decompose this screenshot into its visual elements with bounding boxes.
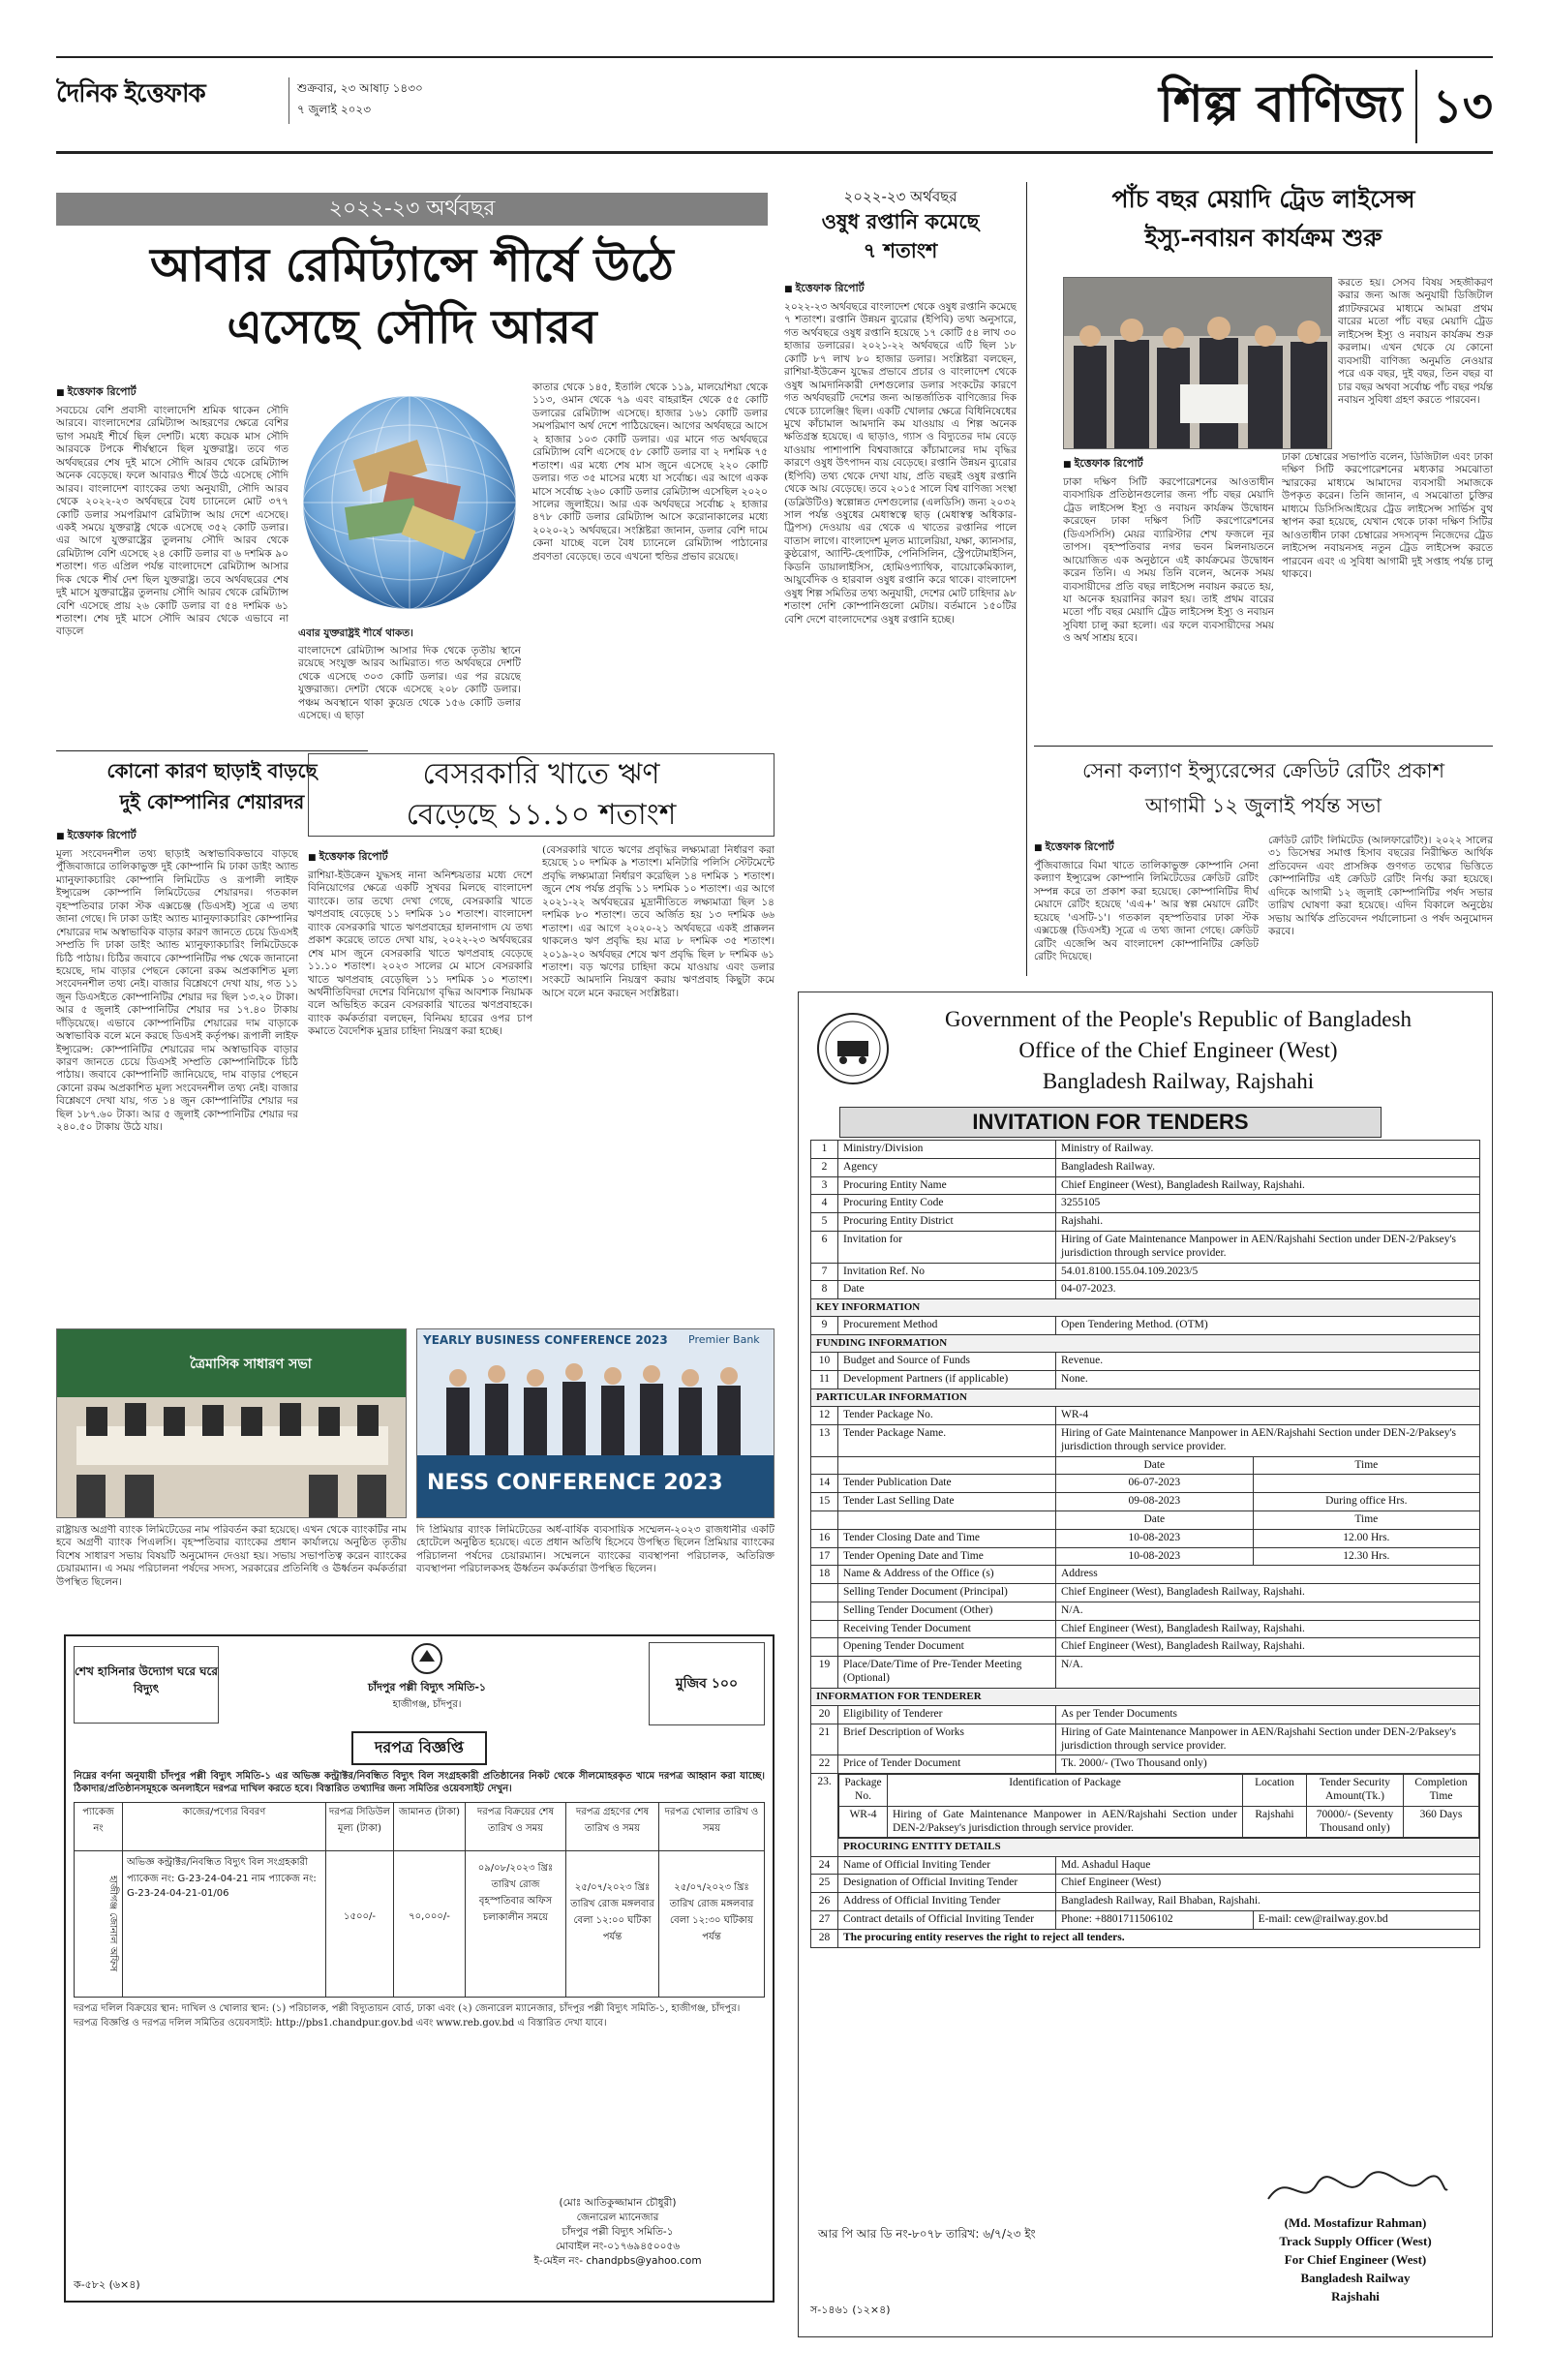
remittance-image-caption: এবার যুক্তরাষ্ট্রই শীর্ষে থাকত। <box>298 627 413 639</box>
licence-body-right: করতে হয়। সেসব বিষয় সহজীকরণ করার জন্য আজ অনুযায়ী ডিজিটাল প্ল্যাটফরমের মাধ্যমে আমরা প্রথম বারের মতো পাঁচ বছর মেয়াদি ট্রেড লাইসেন্স ইস্যু ও নবায়ন কার্যক্রম শুরু করলাম। এখন থেকে যে কোনো ব্যবসায়ী বাণিজ্য অনুমতি নেওয়ার পরে এক বছর, দুই বছর, তিন বছর বা চার বছর অথবা সর্বোচ্চ পাঁচ বছর পর্যন্ত নবায়ন সুবিধা গ্রহণ করতে পারবেন। <box>1338 277 1493 406</box>
tender-package-header: 23. Package No. Identification of Package Location Tender Security Amount(Tk.) Completion Time WR-4 Hiring of Gate Maintenance Manpower in AEN/Rajshahi Section under DEN-2/Paksey's jurisdiction through service provider. Rajshahi 70000/- (Seventy Thousand only) 360 Days <box>811 1774 1480 1839</box>
tender-row: 7 Invitation Ref. No 54.01.8100.155.04.109.2023/5 <box>811 1263 1480 1281</box>
remittance-col-3: কাতার থেকে ১৪৫, ইতালি থেকে ১১৯, মালয়েশিয়া থেকে ১১৩, ওমান থেকে ৭৯ এবং বাহরাইন থেকে ৫৫ কোটি ডলারের রেমিট্যান্স এসেছে। হাজার ১৬১ কোটি ডলার সমপরিমাণ অর্থ দেশে পাঠিয়েছেন। আগের অর্থবছরে আসে ২ হাজার ১০৩ কোটি ডলার। এর মানে গত অর্থবছরে রেমিট্যান্স বেশি এসেছে ৫৮ কোটি ডলার বা ২ দশমিক ৭৫ শতাংশ। এর মধ্যে শেষ মাস জুনে এসেছে ২২০ কোটি ডলার। গত ৩৫ মাসের মধ্যে যা সর্বোচ্চ। এর আগে একক মাসে সর্বোচ্চ ২৬০ কোটি ডলার রেমিট্যান্স এসেছিল ২০২০ সালের জুলাইয়ে। আর এক অর্থবছরে সর্বোচ্চ ২ হাজার ৪৭৮ কোটি ডলার রেমিট্যান্স আসে করোনাকালের মধ্যে ২০২০-২১ অর্থবছরে। সংশ্লিষ্টরা জানান, ডলার বেশি দামে কেনা যাচ্ছে বলে বৈধ চ্যানেলে রেমিট্যান্স পাঠানোর প্রবণতা বেড়েছে। তবে এখনো হুন্ডির প্রভাব রয়েছে। <box>532 381 768 563</box>
pbs-org-logo: চাঁদপুর পল্লী বিদ্যুৎ সমিতি-১ হাজীগঞ্জ, চাঁদপুর। <box>354 1642 500 1714</box>
tender-row: 9 Procurement Method Open Tendering Method. (OTM) <box>811 1317 1480 1335</box>
tender-row: 2 Agency Bangladesh Railway. <box>811 1158 1480 1176</box>
credit-col-2: (বেসরকারি খাতে ঋণের প্রবৃদ্ধির লক্ষ্যমাত্রা নির্ধারণ করা হয়েছে ১০ দশমিক ৯ শতাংশ। মনিটারি পলিসি স্টেটমেন্টে প্রবৃদ্ধি লক্ষ্যমাত্রা নির্ধারণ করেছিল ১৪ দশমিক ১ শতাংশ। জুনে শেষ পর্যন্ত প্রবৃদ্ধি ১১ দশমিক ১০ শতাংশ। এর আগে ২০২১-২২ অর্থবছরের মুদ্রানীতিতে লক্ষ্যমাত্রা ছিল ১৪ দশমিক ৮০ শতাংশ। তবে অর্জিত হয় ১৩ দশমিক ৬৬ শতাংশ। এর আগে ২০২০-২১ অর্থবছরে একই প্রাক্কলন থাকলেও ঋণ প্রবৃদ্ধি হয় মাত্র ৮ দশমিক ৩৫ শতাংশ। ২০১৯-২০ অর্থবছর শেষে ঋণ প্রবৃদ্ধি ছিল ৮ দশমিক ৬১ শতাংশ। বড় ঋণের চাহিদা কমে যাওয়ায় এবং ডলার সংকটে আমদানি নিয়ন্ত্রণ করায় ঋণপ্রবাহ কিছুটা কমে আসে বলে মনে করছেন সংশ্লিষ্টরা। <box>542 844 774 999</box>
remittance-globe-image <box>298 381 521 624</box>
agrani-bank-photo <box>56 1328 407 1518</box>
sena-col-2: ক্রেডিট রেটিং লিমিটেড (আলফারেটিং)। ২০২২ সালের ৩১ ডিসেম্বর সমাপ্ত হিসাব বছরের নিরীক্ষিত আর্থিক প্রতিবেদন এবং প্রাসঙ্গিক গুণগত তথ্যের ভিত্তিতে কোম্পানিটির এই ক্রেডিট রেটিং নির্ণয় করা হয়েছে। এদিকে আগামী ১২ জুলাই কোম্পানিটির পর্ষদ সভার তারিখ ঘোষণা করা হয়েছে। এদিন বিকালে অনুষ্ঠেয় সভায় আর্থিক প্রতিবেদন পর্যালোচনা ও পর্ষদ অনুমোদন করবে। <box>1268 835 1493 938</box>
premier-bank-logo: Premier Bank <box>688 1333 760 1346</box>
tender-row: 13 Tender Package Name. Hiring of Gate Maintenance Manpower in AEN/Rajshahi Section under DEN-2/Paksey's jurisdiction through service provider. <box>811 1424 1480 1456</box>
page-number: ১৩ <box>1415 70 1493 143</box>
mujib-100-logo: মুজিব ১০০ <box>649 1642 765 1725</box>
remittance-col-1: ■ ইত্তেফাক রিপোর্ট সবচেয়ে বেশি প্রবাসী বাংলাদেশি শ্রমিক থাকেন সৌদি আরবে। বাংলাদেশের রেমিট্যান্স আহরণের ক্ষেত্রে বেশির ভাগ সময়ই শীর্ষে ছিল দেশটি। মধ্যে কয়েক মাস সৌদি আরবকে টপকে শীর্ষস্থানে ছিল যুক্তরাষ্ট্র। তবে গত অর্থবছরের শেষ দুই মাসে সৌদি আরব থেকে রেমিট্যান্স অনেক বেড়েছে। ফলে আবারও শীর্ষে উঠে এসেছে সৌদি আরব। বাংলাদেশ ব্যাংকের তথ্য অনুযায়ী, সৌদি আরব থেকে ২০২২-২৩ অর্থবছরে বৈধ চ্যানেলে মোট ৩৭৭ কোটি ডলার সমপরিমাণ রেমিট্যান্স আয় দেশে এসেছে। একই সময়ে যুক্তরাষ্ট্র থেকে এসেছে ৩৫২ কোটি ডলার। এর আগে যুক্তরাষ্ট্রের তুলনায় সৌদি আরব থেকে রেমিট্যান্স বেশি এসেছে ২৪ কোটি ডলার বা ৬ দশমিক ৯০ শতাংশ। গত এপ্রিল পর্যন্ত বাংলাদেশে রেমিট্যান্স আসার দিক থেকে শীর্ষ দেশ ছিল যুক্তরাষ্ট্র। তবে অর্থবছরের শেষ দুই মাসে যুক্তরাষ্ট্রের তুলনায় সৌদি আরব থেকে রেমিট্যান্স বেশি এসেছে প্রায় ২৬ কোটি ডলার বা ৫৪ দশমিক ৬১ শতাংশ। শেষ দুই মাসে সৌদি আরব থেকে এভাবে না বাড়লে <box>56 380 289 746</box>
tender-date-row: 17 Tender Opening Date and Time 10-08-2023 12.30 Hrs. <box>811 1547 1480 1566</box>
pbs-emblem-icon <box>408 1642 446 1675</box>
pbs-tender-notice <box>64 1634 774 2303</box>
tender-row: 4 Procuring Entity Code 3255105 <box>811 1195 1480 1213</box>
licence-body-left: ■ ইত্তেফাক রিপোর্ট ঢাকা দক্ষিণ সিটি করপোরেশনের আওতাধীন ব্যবসায়িক প্রতিষ্ঠানগুলোর জন্য পাঁচ বছর মেয়াদি ট্রেড লাইসেন্স ইস্যু ও নবায়ন কার্যক্রম উদ্বোধন করেছেন ঢাকা দক্ষিণ সিটি করপোরেশনের (ডিএসসিসি) মেয়র ব্যারিস্টার শেখ ফজলে নূর তাপস। বৃহস্পতিবার নগর ভবন মিলনায়তনে আয়োজিত এক অনুষ্ঠানে এই কার্যক্রমের উদ্বোধন করেন তিনি। এ সময় তিনি বলেন, অনেক সময় ব্যবসায়ীদের প্রতি বছর লাইসেন্স নবায়ন করতে হয়, যা অনেক হয়রানির কারণ হয়। তাই প্রথম বারের মতো পাঁচ বছর মেয়াদি ট্রেড লাইসেন্স ইস্যু ও নবায়ন সুবিধা চালু করা হলো। এর ফলে ব্যবসায়ীদের সময় ও অর্থ সাশ্রয় হবে। <box>1063 451 1274 742</box>
pharma-headline: ২০২২-২৩ অর্থবছর ওষুধ রপ্তানি কমেছে ৭ শতাংশ <box>821 188 980 262</box>
bangladesh-railway-logo-icon <box>814 1010 892 1087</box>
sena-headline: সেনা কল্যাণ ইন্স্যুরেন্সের ক্রেডিট রেটিং প্রকাশ আগামী ১২ জুলাই পর্যন্ত সভা <box>1081 759 1445 817</box>
tender-row: 22 Price of Tender Document Tk. 2000/- (Two Thousand only) <box>811 1755 1480 1774</box>
pbs-intro: নিম্নের বর্ণনা অনুযায়ী চাঁদপুর পল্লী বিদ্যুৎ সমিতি-১ এর অভিজ্ঞ কন্ট্রাক্টর/নিবন্ধিত বিদ্যুৎ বিল সংগ্রহকারী প্রতিষ্ঠানের নিকট থেকে সীলমোহরকৃত খামে দরপত্র আহ্বান করা যাচ্ছে। ঠিকাদার/প্রতিষ্ঠানসমূহকে অনলাইনে দরপত্র দাখিল করতে হবে। বিস্তারিত তথ্যাদির জন্য সমিতির ওয়েবসাইট দেখুন। <box>74 1771 765 1794</box>
tender-subrow: Selling Tender Document (Other) N/A. <box>811 1602 1480 1620</box>
tender-section-header: PROCURING ENTITY DETAILS <box>811 1839 1480 1856</box>
pbs-ad-ref: ক-৫৮২ (৬×৪) <box>74 2278 140 2291</box>
licence-event-photo <box>1063 277 1332 449</box>
tender-section-header: INFORMATION FOR TENDERER <box>811 1688 1480 1705</box>
tender-row: 25 Designation of Official Inviting Tender Chief Engineer (West) <box>811 1875 1480 1893</box>
railway-title: Bangladesh Railway, Rajshahi <box>1042 1069 1315 1093</box>
licence-headline: পাঁচ বছর মেয়াদি ট্রেড লাইসেন্স ইস্যু-নবায়ন কার্যক্রম শুরু <box>1111 185 1415 252</box>
tender-row: 26 Address of Official Inviting Tender Bangladesh Railway, Rail Bhaban, Rajshahi. <box>811 1893 1480 1911</box>
tender-row: 12 Tender Package No. WR-4 <box>811 1407 1480 1425</box>
tender-ad-ref: স-১৪৬১ (১২×৪) <box>810 2304 891 2316</box>
signature-icon <box>1259 2170 1452 2209</box>
tender-row: 27 Contract details of Official Inviting Tender Phone: +8801711506102 E-mail: cew@railway.gov.bd <box>811 1911 1480 1930</box>
package-table: Package No. Identification of Package Location Tender Security Amount(Tk.) Completion Time WR-4 Hiring of Gate Maintenance Manpower in AEN/Rajshahi Section under DEN-2/Paksey's jurisdiction through service provider. Rajshahi 70000/- (Seventy Thousand only) 360 Days <box>838 1774 1479 1838</box>
tender-subrow: Opening Tender Document Chief Engineer (West), Bangladesh Railway, Rajshahi. <box>811 1638 1480 1657</box>
tender-row: 19 Place/Date/Time of Pre-Tender Meeting (Optional) N/A. <box>811 1657 1480 1689</box>
tender-date-header: Date Time <box>811 1456 1480 1475</box>
issue-date <box>289 77 501 124</box>
credit-col-1: ■ ইত্তেফাক রিপোর্ট রাশিয়া-ইউক্রেন যুদ্ধসহ নানা অনিশ্চয়তার মধ্যে দেশে বিনিয়োগের ক্ষেত্রে একটি সুখবর মিলছে বাংলাদেশ ব্যাংকে। তার তথ্যে দেখা গেছে, বেসরকারি খাতে ঋণপ্রবাহ বেড়েছে ১১ দশমিক ১০ শতাংশ। বাংলাদেশ ব্যাংক বেসরকারি খাতে ঋণপ্রবাহের হালনাগাদ যে তথ্য প্রকাশ করেছে তাতে দেখা যায়, ২০২২-২৩ অর্থবছরের শেষ মাস জুনে বেসরকারি খাতে ঋণপ্রবাহ বেড়েছে ১১.১০ শতাংশ। ২০২৩ সালের মে মাসে বেসরকারি খাতে ঋণপ্রবাহ বেড়েছিল ১১ দশমিক ১০ শতাংশ। অর্থনীতিবিদরা দেশের বিনিয়োগ বৃদ্ধির আবশ্যক নিয়ামক বলে অভিহিত করেন বেসরকারি খাতের ঋণপ্রবাহকে। ব্যাংক কর্মকর্তারা বলছেন, বিনিময় হারের ওপর চাপ কমাতে বৈদেশিক মুদ্রার চাহিদা নিয়ন্ত্রণ করা হচ্ছে। <box>308 844 532 1317</box>
pbs-slogan-logo: শেখ হাসিনার উদ্যোগ ঘরে ঘরে বিদ্যুৎ <box>74 1646 219 1724</box>
tender-section-header: KEY INFORMATION <box>811 1299 1480 1317</box>
tender-row: 21 Brief Description of Works Hiring of Gate Maintenance Manpower in AEN/Rajshahi Section under DEN-2/Paksey's jurisdiction through service provider. <box>811 1724 1480 1755</box>
pharma-body: ■ ইত্তেফাক রিপোর্ট ২০২২-২৩ অর্থবছরে বাংলাদেশ থেকে ওষুধ রপ্তানি কমেছে ৭ শতাংশ। রপ্তানি উন্নয়ন ব্যুরোর (ইপিবি) তথ্য অনুসারে, গত অর্থবছরে ওষুধ রপ্তানি হয়েছে ১৭ কোটি ৫৪ লাখ ৩০ হাজার ডলারের। ২০২১-২২ অর্থবছরে এটি ছিল ১৮ কোটি ৮৭ লাখ ৮০ হাজার ডলার। সংশ্লিষ্টরা বলছেন, রাশিয়া-ইউক্রেন যুদ্ধের প্রভাবে প্রচার ও বাংলাদেশ থেকে ওষুধ আমদানিকারী দেশগুলোর ডলার সংকটের কারণে গত অর্থবছরটি দেশের জন্য আন্তর্জাতিক বাণিজ্যের দিক থেকে চ্যালেঞ্জিং ছিল। একটি খোলার ক্ষেত্রে বিধিনিষেধের মুখে কাঁচামাল আমদানি কম যাওয়ায় এ শিল্প অনেক ক্ষতিগ্রস্ত হয়েছে। এ ছাড়াও, গ্যাস ও বিদ্যুতের দাম বেড়ে যাওয়ায় পাশাপাশি বিশ্ববাজারে কাঁচামালের দাম বৃদ্ধির কারণে ওষুধ উৎপাদন ব্যয় বেড়েছে। রপ্তানি উন্নয়ন ব্যুরোর (ইপিবি) তথ্য থেকে দেখা যায়, প্রতি বছরই ওষুধ রপ্তানি থেকে আয় বেড়েছে। তবে ২০১৫ সালে বিশ্ব বাণিজ্য সংস্থা (ডব্লিউটিও) স্বল্পোন্নত দেশগুলোর (এলডিসি) জন্য ২০৩২ সাল পর্যন্ত ওষুধের মেধাস্বত্বে ছাড় (মেধাস্বত্ব অধিকার-ট্রিপস) দেওয়ায় এর থেকে এ খাতের রপ্তানির পালে বাতাস লাগে। বাংলাদেশ মূলত ম্যালেরিয়া, যক্ষা, ক্যানসার, কুষ্ঠরোগ, অ্যান্টি-হেপাটিক, পেনিসিলিন, স্ট্রেপটোমাইসিন, কিডনি ডায়ালাইসিস, হোমিওপ্যাথিক, বায়োকেমিক্যাল, আয়ুর্বেদিক ও হারবাল ওষুধ রপ্তানি করে থাকে। বাংলাদেশ ওষুধ শিল্প সমিতির তথ্য অনুযায়ী, দেশের মোট চাহিদার ৯৮ শতাংশ দেশি কোম্পানিগুলো মেটায়। বর্তমানে ১৫০টির বেশি দেশে বাংলাদেশের ওষুধ রপ্তানি হচ্ছে। <box>784 276 1017 900</box>
office-title: Office of the Chief Engineer (West) <box>1018 1038 1338 1062</box>
conference-banner-top: YEARLY BUSINESS CONFERENCE 2023 <box>423 1333 668 1347</box>
tender-row: 11 Development Partners (if applicable) None. <box>811 1371 1480 1389</box>
remittance-headline: আবার রেমিট্যান্সে শীর্ষে উঠে এসেছে সৌদি আরব <box>150 238 674 354</box>
tender-row: 24 Name of Official Inviting Tender Md. Ashadul Haque <box>811 1856 1480 1875</box>
tender-row: 3 Procuring Entity Name Chief Engineer (West), Bangladesh Railway, Rajshahi. <box>811 1176 1480 1195</box>
tender-row: 5 Procuring Entity District Rajshahi. <box>811 1213 1480 1232</box>
railway-header <box>810 1000 1480 1103</box>
tender-subrow: Selling Tender Document (Principal) Chief Engineer (West), Bangladesh Railway, Rajshahi. <box>811 1584 1480 1602</box>
tender-date-row: 14 Tender Publication Date 06-07-2023 <box>811 1475 1480 1493</box>
premier-bank-caption: দি প্রিমিয়ার ব্যাংক লিমিটেডের অর্ধ-বার্ষিক ব্যবসায়িক সম্মেলন-২০২৩ রাজধানীর একটি হোটেলে অনুষ্ঠিত হয়েছে। এতে প্রধান অতিথি হিসেবে উপস্থিত ছিলেন প্রিমিয়ার ব্যাংকের পরিচালনা পর্ষদের চেয়ারম্যান। সম্মেলনে ব্যাংকের ব্যবস্থাপনা পরিচালক, অতিরিক্ত ব্যবস্থাপনা পরিচালকসহ ঊর্ধ্বতন কর্মকর্তারা উপস্থিত ছিলেন। <box>416 1524 774 1575</box>
railway-tender-notice <box>798 992 1493 2337</box>
premier-bank-photo <box>416 1328 774 1518</box>
conference-banner-bottom: NESS CONFERENCE 2023 <box>427 1471 723 1495</box>
shares-body: ■ ইত্তেফাক রিপোর্ট মূল্য সংবেদনশীল তথ্য ছাড়াই অস্বাভাবিকভাবে বাড়ছে পুঁজিবাজারে তালিকাভুক্ত দুই কোম্পানি মি ঢাকা ডাইং অ্যান্ড ম্যানুফ্যাকচারিং কোম্পানি লিমিটেড ও রূপালী লাইফ ইন্স্যুরেন্স কোম্পানি লিমিটেডের শেয়ারদর। গতকাল বৃহস্পতিবার ঢাকা স্টক এক্সচেঞ্জ (ডিএসই) সূত্রে এ তথ্য জানা গেছে। দি ঢাকা ডাইং অ্যান্ড ম্যানুফ্যাকচারিং কোম্পানির শেয়ারের দাম অস্বাভাবিক বাড়ার কারণ জানতে চেয়ে ডিএসই সম্প্রতি দি ঢাকা ডাইং অ্যান্ড ম্যানুফ্যাকচারিং লিমিটেডকে চিঠি পাঠায়। চিঠির জবাবে কোম্পানিটির পক্ষ থেকে জানানো হয়েছে, দাম বাড়ার পেছনে কোনো রকম অপ্রকাশিত মূল্য সংবেদনশীল তথ্য নেই। বাজার বিশ্লেষণে দেখা যায়, গত ১১ জুন ডিএসইতে কোম্পানিটির শেয়ার দর ছিল ১৩.২০ টাকা। আর ৫ জুলাই কোম্পানিটির শেয়ার দর ১৭.৪০ টাকায় দাঁড়িয়েছে। এভাবে কোম্পানিটির শেয়ারের দাম বাড়াকে অস্বাভাবিক বলে মনে করছে ডিএসই কর্তৃপক্ষ। রূপালী লাইফ ইন্স্যুরেন্স: কোম্পানিটির শেয়ারের দাম অস্বাভাবিক বাড়ার কারণ জানতে চেয়ে ডিএসই সম্প্রতি কোম্পানিটিকে চিঠি পাঠায়। জবাবে কোম্পানিটি জানিয়েছে, দাম বাড়ার পেছনে কোনো রকম অপ্রকাশিত মূল্য সংবেদনশীল তথ্য নেই। বাজার বিশ্লেষণে দেখা যায়, গত ১৪ জুন কোম্পানিটির শেয়ার দর ছিল ১৮৭.৬০ টাকা। আর ৫ জুলাই কোম্পানিটির শেয়ার দর ২৪০.৫০ টাকায় উঠে যায়। <box>56 823 298 1317</box>
pbs-title: দরপত্র বিজ্ঞপ্তি <box>351 1731 487 1765</box>
pbs-signatory: (মোঃ আতিকুজ্জামান চৌধুরী) জেনারেল ম্যানেজার চাঁদপুর পল্লী বিদ্যুৎ সমিতি-১ মোবাইল নং-০১৭৬৯৪৫০০৫৬ ই-মেইল নং- chandpbs@yahoo.com <box>533 2197 702 2267</box>
tender-section-header: FUNDING INFORMATION <box>811 1335 1480 1353</box>
tender-row: 6 Invitation for Hiring of Gate Maintenance Manpower in AEN/Rajshahi Section under DEN-2/Paksey's jurisdiction through service provider. <box>811 1231 1480 1263</box>
tender-row: 18 Name & Address of the Office (s) Address <box>811 1566 1480 1584</box>
tender-row: 10 Budget and Source of Funds Revenue. <box>811 1353 1480 1371</box>
newspaper-logo: দৈনিক ইত্তেফাক <box>56 79 205 108</box>
agrani-bank-caption: রাষ্ট্রায়ত্ত অগ্রণী ব্যাংক লিমিটেডের নাম পরিবর্তন করা হয়েছে। এখন থেকে ব্যাংকটির নাম হবে অগ্রণী ব্যাংক পিএলসি। বৃহস্পতিবার ব্যাংকের প্রধান কার্যালয়ে অনুষ্ঠিত তৃতীয় বিশেষ সাধারণ সভায় বিষয়টি অনুমোদন দেওয়া হয়। সভায় সভাপতিত্ব করেন ব্যাংকের চেয়ারম্যান। এ সময় পরিচালনা পর্ষদের সদস্য, সরকারের প্রতিনিধি ও ঊর্ধ্বতন কর্মকর্তারা উপস্থিত ছিলেন। <box>56 1524 407 1588</box>
pr-number: আর পি আর ডি নং-৮০৭৮ তারিখ: ৬/৭/২৩ ইং <box>818 2227 1036 2241</box>
tender-table <box>810 1140 1480 1948</box>
reporter-credit: ■ ইত্তেফাক রিপোর্ট <box>56 383 289 402</box>
pbs-footer-1: দরপত্র দলিল বিক্রয়ের স্থান: দাখিল ও খোলার স্থান: (১) পরিচালক, পল্লী বিদ্যুতায়ন বোর্ড, ঢাকা এবং (২) জেনারেল ম্যানেজার, চাঁদপুর পল্লী বিদ্যুৎ সমিতি-১, হাজীগঞ্জ, চাঁদপুর। <box>74 2002 741 2014</box>
tender-row: 1 Ministry/Division Ministry of Railway. <box>811 1141 1480 1159</box>
tender-signatory: (Md. Mostafizur Rahman) Track Supply Officer (West) For Chief Engineer (West) Bangladesh Railway Rajshahi <box>1225 2170 1486 2305</box>
issue-date-line-2: ৭ জুলাই ২০২৩ <box>297 103 372 116</box>
tender-row: 28 The procuring entity reserves the right to reject all tenders. <box>811 1929 1480 1947</box>
shares-headline: কোনো কারণ ছাড়াই বাড়ছে দুই কোম্পানির শেয়ারদর <box>106 759 318 813</box>
pbs-footer-2: দরপত্র বিজ্ঞপ্তি ও দরপত্র দলিল সমিতির ওয়েবসাইট: http://pbs1.chandpur.gov.bd এবং www.reb.gov.bd এ বিস্তারিত দেখা যাবে। <box>74 2018 607 2029</box>
tender-section-header: PARTICULAR INFORMATION <box>811 1388 1480 1406</box>
tender-date-header: Date Time <box>811 1510 1480 1529</box>
tender-row: 8 Date 04-07-2023. <box>811 1281 1480 1299</box>
section-title: শিল্প বাণিজ্য <box>1159 75 1404 134</box>
credit-headline: বেসরকারি খাতে ঋণ বেড়েছে ১১.১০ শতাংশ <box>308 753 774 837</box>
agrani-banner-text: ত্রৈমাসিক সাধারণ সভা <box>190 1357 312 1372</box>
tender-date-row: 15 Tender Last Selling Date 09-08-2023 During office Hrs. <box>811 1493 1480 1511</box>
tender-date-row: 16 Tender Closing Date and Time 10-08-2023 12.00 Hrs. <box>811 1529 1480 1547</box>
tender-title: INVITATION FOR TENDERS <box>839 1107 1382 1138</box>
remittance-col-2: বাংলাদেশে রেমিট্যান্স আসার দিক থেকে তৃতীয় স্থানে রয়েছে সংযুক্ত আরব আমিরাত। গত অর্থবছরে দেশটি থেকে এসেছে ৩০৩ কোটি ডলার। এর পর রয়েছে যুক্তরাজ্য। দেশটা থেকে এসেছে ২০৮ কোটি ডলার। পঞ্চম অবস্থানে থাকা কুয়েত থেকে ১৫৬ কোটি ডলার এসেছে। এ ছাড়া <box>298 645 521 722</box>
remittance-kicker: ২০২২-২৩ অর্থবছর <box>56 193 768 226</box>
gov-title: Government of the People's Republic of Bangladesh <box>945 1007 1412 1031</box>
tender-row: 20 Eligibility of Tenderer As per Tender Documents <box>811 1706 1480 1724</box>
tender-subrow: Receiving Tender Document Chief Engineer (West), Bangladesh Railway, Rajshahi. <box>811 1620 1480 1638</box>
pbs-table: প্যাকেজ নং হাজীগঞ্জ জোনাল অফিস কাজের/পণ্যের বিবরণ অভিজ্ঞ কন্ট্রাক্টর/নিবন্ধিত বিদ্যুৎ বিল সংগ্রহকারী প্যাকেজ নং: G-23-24-04-21 নাম প্যাকেজ নং: G-23-24-04-21-01/06 দরপত্র সিডিউল মূল্য (টাকা) ১৫০০/- জামানত (টাকা) ৭০,০০০/- দরপত্র বিক্রয়ের শেষ তারিখ ও সময় ০৯/০৮/২০২৩ খ্রিঃ তারিখ রোজ বৃহস্পতিবার অফিস চলাকালীন সময়ে দরপত্র গ্রহণের শেষ তারিখ ও সময় ২৫/০৭/২০২৩ খ্রিঃ তারিখ রোজ মঙ্গলবার বেলা ১২:০০ ঘটিকা পর্যন্ত দরপত্র খোলার তারিখ ও সময় ২৫/০৭/২০২৩ খ্রিঃ তারিখ রোজ মঙ্গলবার বেলা ১২:৩০ ঘটিকায় পর্যন্ত <box>74 1802 765 1998</box>
licence-body-mid: ঢাকা চেম্বারের সভাপতি বলেন, ডিজিটাল এবং ঢাকা দক্ষিণ সিটি করপোরেশনের মধ্যকার সমঝোতা স্মারকের মাধ্যমে আমাদের ব্যবসায়ী সমাজকে উপকৃত করেন। তিনি জানান, এ সমঝোতা চুক্তির মাধ্যমে ডিসিসিআইয়ের ট্রেড লাইসেন্স সার্ভিস বুথ স্থাপন করা হয়েছে, যেখান থেকে ঢাকা দক্ষিণ সিটির আওতাধীন ঢাকা চেম্বারের সদস্যবৃন্দ নিজেদের ট্রেড লাইসেন্স নবায়নসহ নতুন ট্রেড লাইসেন্স করতে পারবেন এবং এ সুবিধা আগামী দুই সপ্তাহ পর্যন্ত চালু থাকবে। <box>1282 451 1493 580</box>
issue-date-line-1: শুক্রবার, ২৩ আষাঢ় ১৪৩০ <box>297 81 423 95</box>
sena-col-1: ■ ইত্তেফাক রিপোর্ট পুঁজিবাজারে বিমা খাতে তালিকাভুক্ত কোম্পানি সেনা কল্যাণ ইন্স্যুরেন্স কোম্পানি লিমিটেডের ক্রেডিট রেটিং সম্পন্ন করে তা প্রকাশ করা হয়েছে। কোম্পানিটির দীর্ঘ মেয়াদে রেটিং হয়েছে 'এএ+' আর স্বল্প মেয়াদে রেটিং হয়েছে 'এসটি-১'। গতকাল বৃহস্পতিবার ঢাকা স্টক এক্সচেঞ্জ (ডিএসই) সূত্রে এ তথ্য জানা গেছে। ক্রেডিট রেটিং এজেন্সি অব বাংলাদেশ কোম্পানিটির ক্রেডিট রেটিং দিয়েছে। <box>1034 835 1259 970</box>
